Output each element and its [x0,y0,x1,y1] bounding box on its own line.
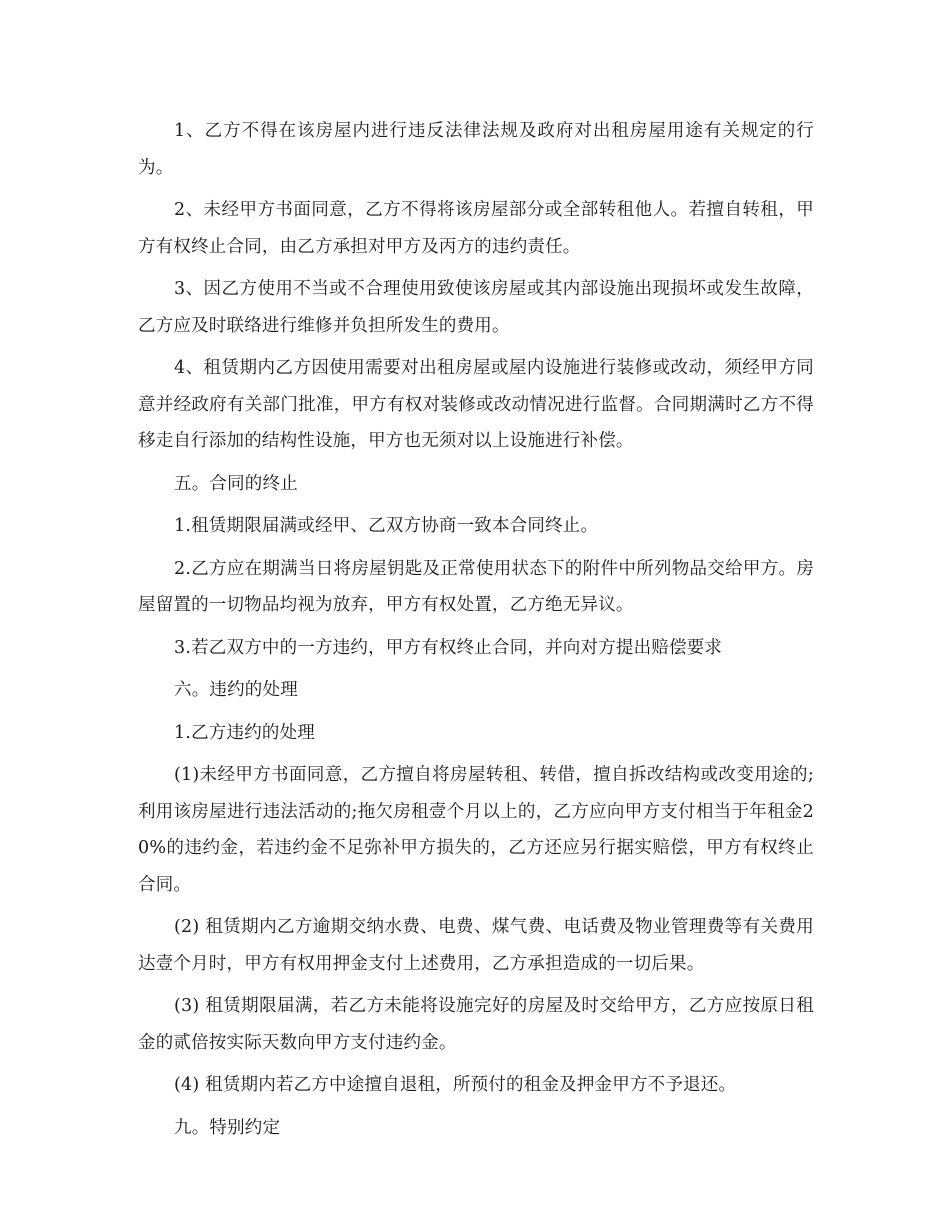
clause-1: 1、乙方不得在该房屋内进行违反法律法规及政府对出租房屋用途有关规定的行为。 [138,121,814,178]
document-body [138,113,814,1152]
section-heading-special: 九。特别约定 [174,1117,281,1138]
section-heading-termination: 五。合同的终止 [174,473,298,494]
clause-4: 4、租赁期内乙方因使用需要对出租房屋或屋内设施进行装修或改动，须经甲方同意并经政府有关部门批准，甲方有权对装修或改动情况进行监督。合同期满时乙方不得移走自行添加的结构性设施，甲方也无须对以上设施进行补偿。 [138,358,814,451]
termination-item-2: 2.乙方应在期满当日将房屋钥匙及正常使用状态下的附件中所列物品交给甲方。房屋留置的一切物品均视为放弃，甲方有权处置，乙方绝无异议。 [138,558,814,615]
clause-2: 2、未经甲方书面同意，乙方不得将该房屋部分或全部转租他人。若擅自转租，甲方有权终止合同，由乙方承担对甲方及丙方的违约责任。 [138,200,814,257]
breach-subheading: 1.乙方违约的处理 [174,722,315,743]
breach-item-1: (1)未经甲方书面同意，乙方擅自将房屋转租、转借，擅自拆改结构或改变用途的;利用该房屋进行违法活动的;拖欠房租壹个月以上的，乙方应向甲方支付相当于年租金20%的违约金，若违约金不足弥补甲方损失的，乙方还应另行据实赔偿，甲方有权终止合同。 [138,765,814,895]
clause-3: 3、因乙方使用不当或不合理使用致使该房屋或其内部设施出现损坏或发生故障，乙方应及时联络进行维修并负担所发生的费用。 [138,279,814,336]
breach-item-2: (2) 租赁期内乙方逾期交纳水费、电费、煤气费、电话费及物业管理费等有关费用达壹个月时，甲方有权用押金支付上述费用，乙方承担造成的一切后果。 [138,917,814,974]
termination-item-3: 3.若乙双方中的一方违约，甲方有权终止合同，并向对方提出赔偿要求 [174,637,723,658]
breach-item-3: (3) 租赁期限届满，若乙方未能将设施完好的房屋及时交给甲方，乙方应按原日租金的贰倍按实际天数向甲方支付违约金。 [138,996,814,1053]
breach-item-4: (4) 租赁期内若乙方中途擅自退租，所预付的租金及押金甲方不予退还。 [174,1075,737,1095]
termination-item-1: 1.租赁期限届满或经甲、乙双方协商一致本合同终止。 [174,516,599,536]
section-heading-breach: 六。违约的处理 [174,680,298,700]
